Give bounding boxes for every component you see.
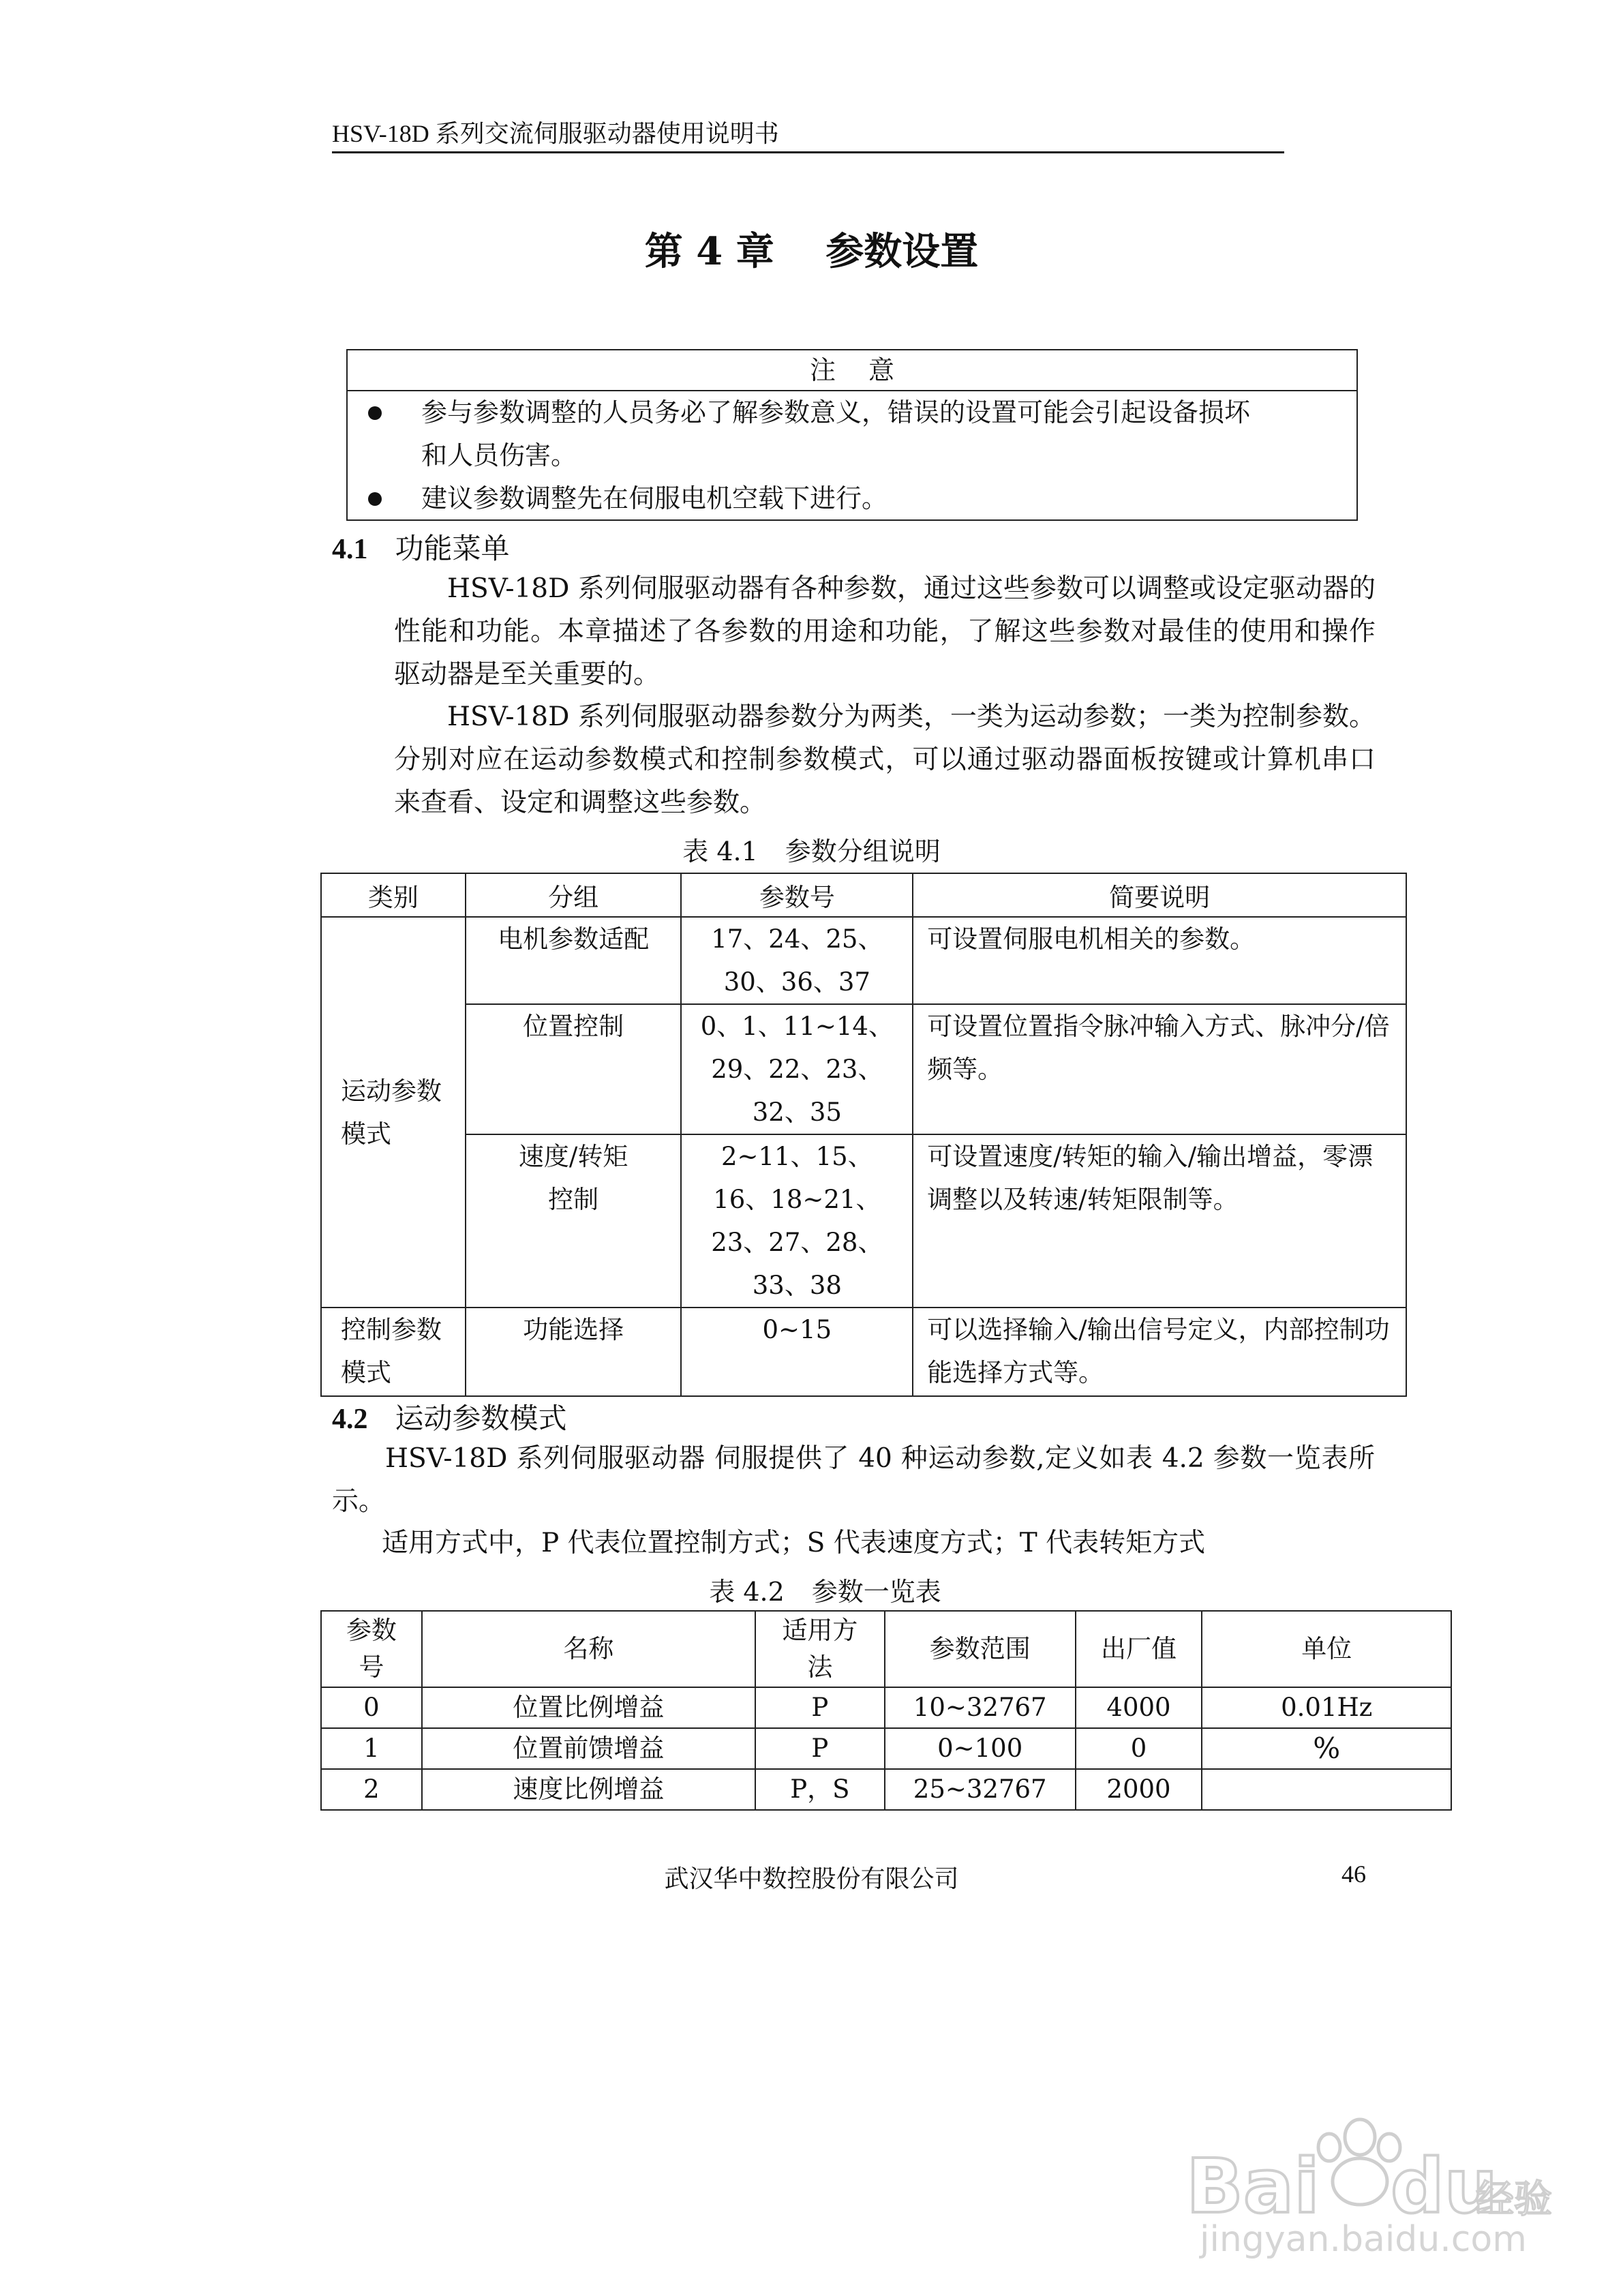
table-cell: 0	[321, 1687, 422, 1728]
chapter-name: 参数设置	[825, 229, 979, 274]
table-cell: 位置比例增益	[422, 1687, 755, 1728]
table-cell: P，S	[755, 1769, 885, 1810]
col-header: 参数号	[681, 873, 913, 917]
running-header: HSV-18D 系列交流伺服驱动器使用说明书	[332, 120, 779, 147]
notice-box	[346, 349, 1358, 521]
group-cell: 位置控制	[466, 1004, 682, 1134]
table-cell: P	[755, 1687, 885, 1728]
paw-icon	[1345, 2119, 1375, 2155]
params-cell: 0~15	[681, 1308, 913, 1396]
table-cell: 25~32767	[885, 1769, 1076, 1810]
caption-number: 表 4.2	[709, 1577, 785, 1607]
paragraph: HSV-18D 系列伺服驱动器 伺服提供了 40 种运动参数,定义如表 4.2 参数一览表所示。	[332, 1443, 1375, 1517]
col-header: 简要说明	[913, 873, 1406, 917]
category-cell: 控制参数模式	[321, 1308, 466, 1396]
table-cell: 0	[1076, 1728, 1202, 1769]
paragraph: HSV-18D 系列伺服驱动器参数分为两类，一类为运动参数；一类为控制参数。分别对应在运动参数模式和控制参数模式，可以通过驱动器面板按键或计算机串口来查看、设定和调整这些参数。	[394, 701, 1376, 818]
col-header: 分组	[466, 873, 682, 917]
section-heading-4-2	[332, 1396, 567, 1437]
category-cell: 运动参数模式	[321, 917, 466, 1308]
paragraph: 适用方式中，P 代表位置控制方式；S 代表速度方式；T 代表转矩方式	[382, 1528, 1206, 1558]
group-cell: 电机参数适配	[466, 917, 682, 1004]
watermark-brand-left: Bai	[1186, 2143, 1320, 2230]
col-header: 单位	[1202, 1611, 1451, 1687]
table-cell: 0.01Hz	[1202, 1687, 1451, 1728]
params-cell: 2~11、15、16、18~21、23、27、28、33、38	[681, 1134, 913, 1308]
footer-company: 武汉华中数控股份有限公司	[664, 1865, 959, 1893]
table-cell: 1	[321, 1728, 422, 1769]
table-cell: P	[755, 1728, 885, 1769]
watermark-brand-cn: 经验	[1476, 2177, 1552, 2222]
notice-item-text: 参与参数调整的人员务必了解参数意义，错误的设置可能会引起设备损坏	[421, 397, 1251, 427]
table-cell: 位置前馈增益	[422, 1728, 755, 1769]
bullet-icon	[368, 492, 382, 506]
col-header: 参数范围	[885, 1611, 1076, 1687]
table-row	[321, 1004, 1406, 1134]
page-number: 46	[1341, 1860, 1366, 1888]
desc-cell: 可设置位置指令脉冲输入方式、脉冲分/倍频等。	[913, 1004, 1406, 1134]
watermark-url: jingyan.baidu.com	[1200, 2219, 1527, 2260]
notice-item-text: 建议参数调整先在伺服电机空载下进行。	[421, 483, 888, 513]
caption-number: 表 4.1	[682, 836, 758, 866]
params-cell: 17、24、25、30、36、37	[681, 917, 913, 1004]
table-row	[321, 1728, 1451, 1769]
section-title: 功能菜单	[395, 532, 510, 565]
caption-title: 参数一览表	[811, 1577, 941, 1607]
watermark-brand-right: du	[1391, 2143, 1498, 2230]
table-cell: %	[1202, 1728, 1451, 1769]
bullet-icon	[368, 406, 382, 420]
table-cell: 4000	[1076, 1687, 1202, 1728]
param-group-table	[320, 873, 1407, 1397]
col-header: 参数号	[321, 1611, 422, 1687]
table-row	[321, 1134, 1406, 1308]
table-row	[321, 1687, 1451, 1728]
table-row	[321, 1308, 1406, 1396]
notice-title: 注意	[348, 350, 1356, 391]
section-title: 运动参数模式	[395, 1402, 567, 1435]
section-number: 4.2	[332, 1404, 368, 1435]
section-number: 4.1	[332, 534, 368, 565]
chapter-title	[0, 222, 1623, 276]
group-cell: 功能选择	[466, 1308, 682, 1396]
table-cell	[1202, 1769, 1451, 1810]
param-list-table	[320, 1610, 1452, 1811]
chapter-number: 第 4 章	[644, 229, 774, 274]
table-row	[321, 917, 1406, 1004]
desc-cell: 可以选择输入/输出信号定义，内部控制功能选择方式等。	[913, 1308, 1406, 1396]
table-caption	[0, 830, 1623, 868]
table-cell: 2000	[1076, 1769, 1202, 1810]
table-cell: 速度比例增益	[422, 1769, 755, 1810]
caption-title: 参数分组说明	[785, 836, 941, 866]
col-header: 类别	[321, 873, 466, 917]
paragraph: HSV-18D 系列伺服驱动器有各种参数，通过这些参数可以调整或设定驱动器的性能和功能。本章描述了各参数的用途和功能，了解这些参数对最佳的使用和操作驱动器是至关重要的。	[394, 573, 1376, 690]
table-caption	[0, 1571, 1623, 1608]
group-cell: 速度/转矩控制	[466, 1134, 682, 1308]
section-heading-4-1	[332, 526, 510, 567]
baidu-jingyan-watermark	[1172, 2072, 1554, 2263]
table-cell: 0~100	[885, 1728, 1076, 1769]
table-row	[321, 1769, 1451, 1810]
desc-cell: 可设置速度/转矩的输入/输出增益，零漂调整以及转速/转矩限制等。	[913, 1134, 1406, 1308]
table-cell: 10~32767	[885, 1687, 1076, 1728]
params-cell: 0、1、11~14、29、22、23、32、35	[681, 1004, 913, 1134]
desc-cell: 可设置伺服电机相关的参数。	[913, 917, 1406, 1004]
table-cell: 2	[321, 1769, 422, 1810]
col-header: 名称	[422, 1611, 755, 1687]
col-header: 适用方法	[755, 1611, 885, 1687]
notice-item-text: 和人员伤害。	[421, 440, 577, 470]
col-header: 出厂值	[1076, 1611, 1202, 1687]
header-rule	[332, 151, 1284, 153]
